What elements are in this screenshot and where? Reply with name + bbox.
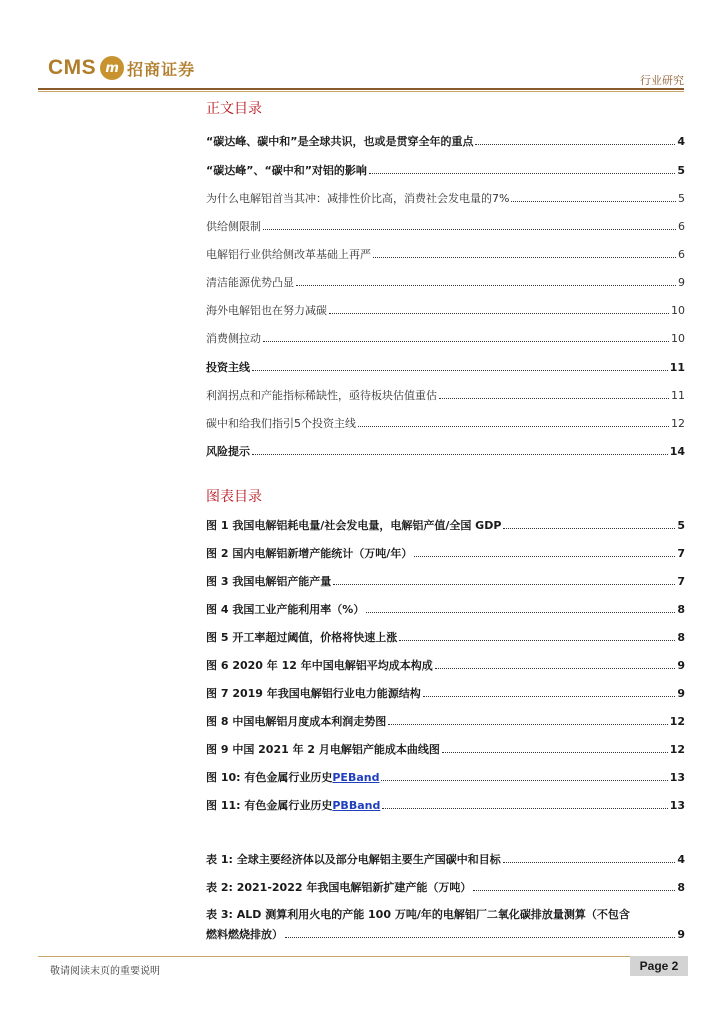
footer-divider: [38, 956, 684, 957]
table-entry[interactable]: 表 1: 全球主要经济体以及部分电解铝主要生产国碳中和目标 4: [206, 853, 685, 866]
toc-entry[interactable]: 利润拐点和产能指标稀缺性，亟待板块估值重估 11: [206, 389, 685, 402]
toc-entry[interactable]: 海外电解铝也在努力减碳 10: [206, 304, 685, 317]
table-entry[interactable]: 表 2: 2021-2022 年我国电解铝新扩建产能（万吨） 8: [206, 881, 685, 894]
logo-chinese-name: 招商证券: [127, 59, 196, 79]
toc-entry[interactable]: 电解铝行业供给侧改革基础上再严 6: [206, 248, 685, 261]
figures-heading: 图表目录: [206, 489, 262, 505]
peband-link[interactable]: PEBand: [332, 771, 380, 784]
toc-heading: 正文目录: [206, 101, 262, 117]
section-label: 行业研究: [640, 74, 684, 87]
footer-notice: 敬请阅读末页的重要说明: [50, 966, 160, 977]
figure-entry[interactable]: 图 6 2020 年 12 年中国电解铝平均成本构成 9: [206, 659, 685, 672]
figure-entry[interactable]: 图 4 我国工业产能利用率（%） 8: [206, 603, 685, 616]
figure-entry[interactable]: 图 3 我国电解铝产能产量 7: [206, 575, 685, 588]
toc-entry[interactable]: 风险提示 14: [206, 445, 685, 458]
toc-entry[interactable]: 碳中和给我们指引5个投资主线 12: [206, 417, 685, 430]
logo-text: CMS: [48, 56, 97, 79]
figure-entry[interactable]: 图 9 中国 2021 年 2 月电解铝产能成本曲线图 12: [206, 743, 685, 756]
table-entry-line1[interactable]: 表 3: ALD 测算利用火电的产能 100 万吨/年的电解铝厂二氧化碳排放量测算（不包含: [206, 908, 630, 921]
toc-entry[interactable]: 为什么电解铝首当其冲：减排性价比高，消费社会发电量的7% 5: [206, 192, 685, 205]
table-entry[interactable]: 燃料燃烧排放） 9: [206, 928, 685, 941]
figure-entry[interactable]: 图 8 中国电解铝月度成本利润走势图 12: [206, 715, 685, 728]
pbband-link[interactable]: PBBand: [332, 799, 381, 812]
company-logo: [48, 56, 195, 80]
header-divider-light: [38, 91, 684, 92]
toc-entry[interactable]: “碳达峰”、“碳中和”对铝的影响 5: [206, 164, 685, 177]
toc-entry[interactable]: 供给侧限制 6: [206, 220, 685, 233]
figure-entry[interactable]: 图 10: 有色金属行业历史PEBand 13: [206, 771, 685, 784]
figure-entry[interactable]: 图 5 开工率超过阈值，价格将快速上涨 8: [206, 631, 685, 644]
toc-entry[interactable]: “碳达峰、碳中和”是全球共识，也或是贯穿全年的重点 4: [206, 135, 685, 148]
page-number-badge: Page 2: [630, 956, 688, 976]
toc-entry[interactable]: 消费侧拉动 10: [206, 332, 685, 345]
toc-entry[interactable]: 投资主线 11: [206, 361, 685, 374]
figure-entry[interactable]: 图 7 2019 年我国电解铝行业电力能源结构 9: [206, 687, 685, 700]
toc-entry[interactable]: 清洁能源优势凸显 9: [206, 276, 685, 289]
header-divider: [38, 88, 684, 90]
logo-mark-icon: m: [100, 56, 124, 80]
figure-entry[interactable]: 图 2 国内电解铝新增产能统计（万吨/年） 7: [206, 547, 685, 560]
figure-entry[interactable]: 图 1 我国电解铝耗电量/社会发电量，电解铝产值/全国 GDP 5: [206, 519, 685, 532]
figure-entry[interactable]: 图 11: 有色金属行业历史PBBand 13: [206, 799, 685, 812]
